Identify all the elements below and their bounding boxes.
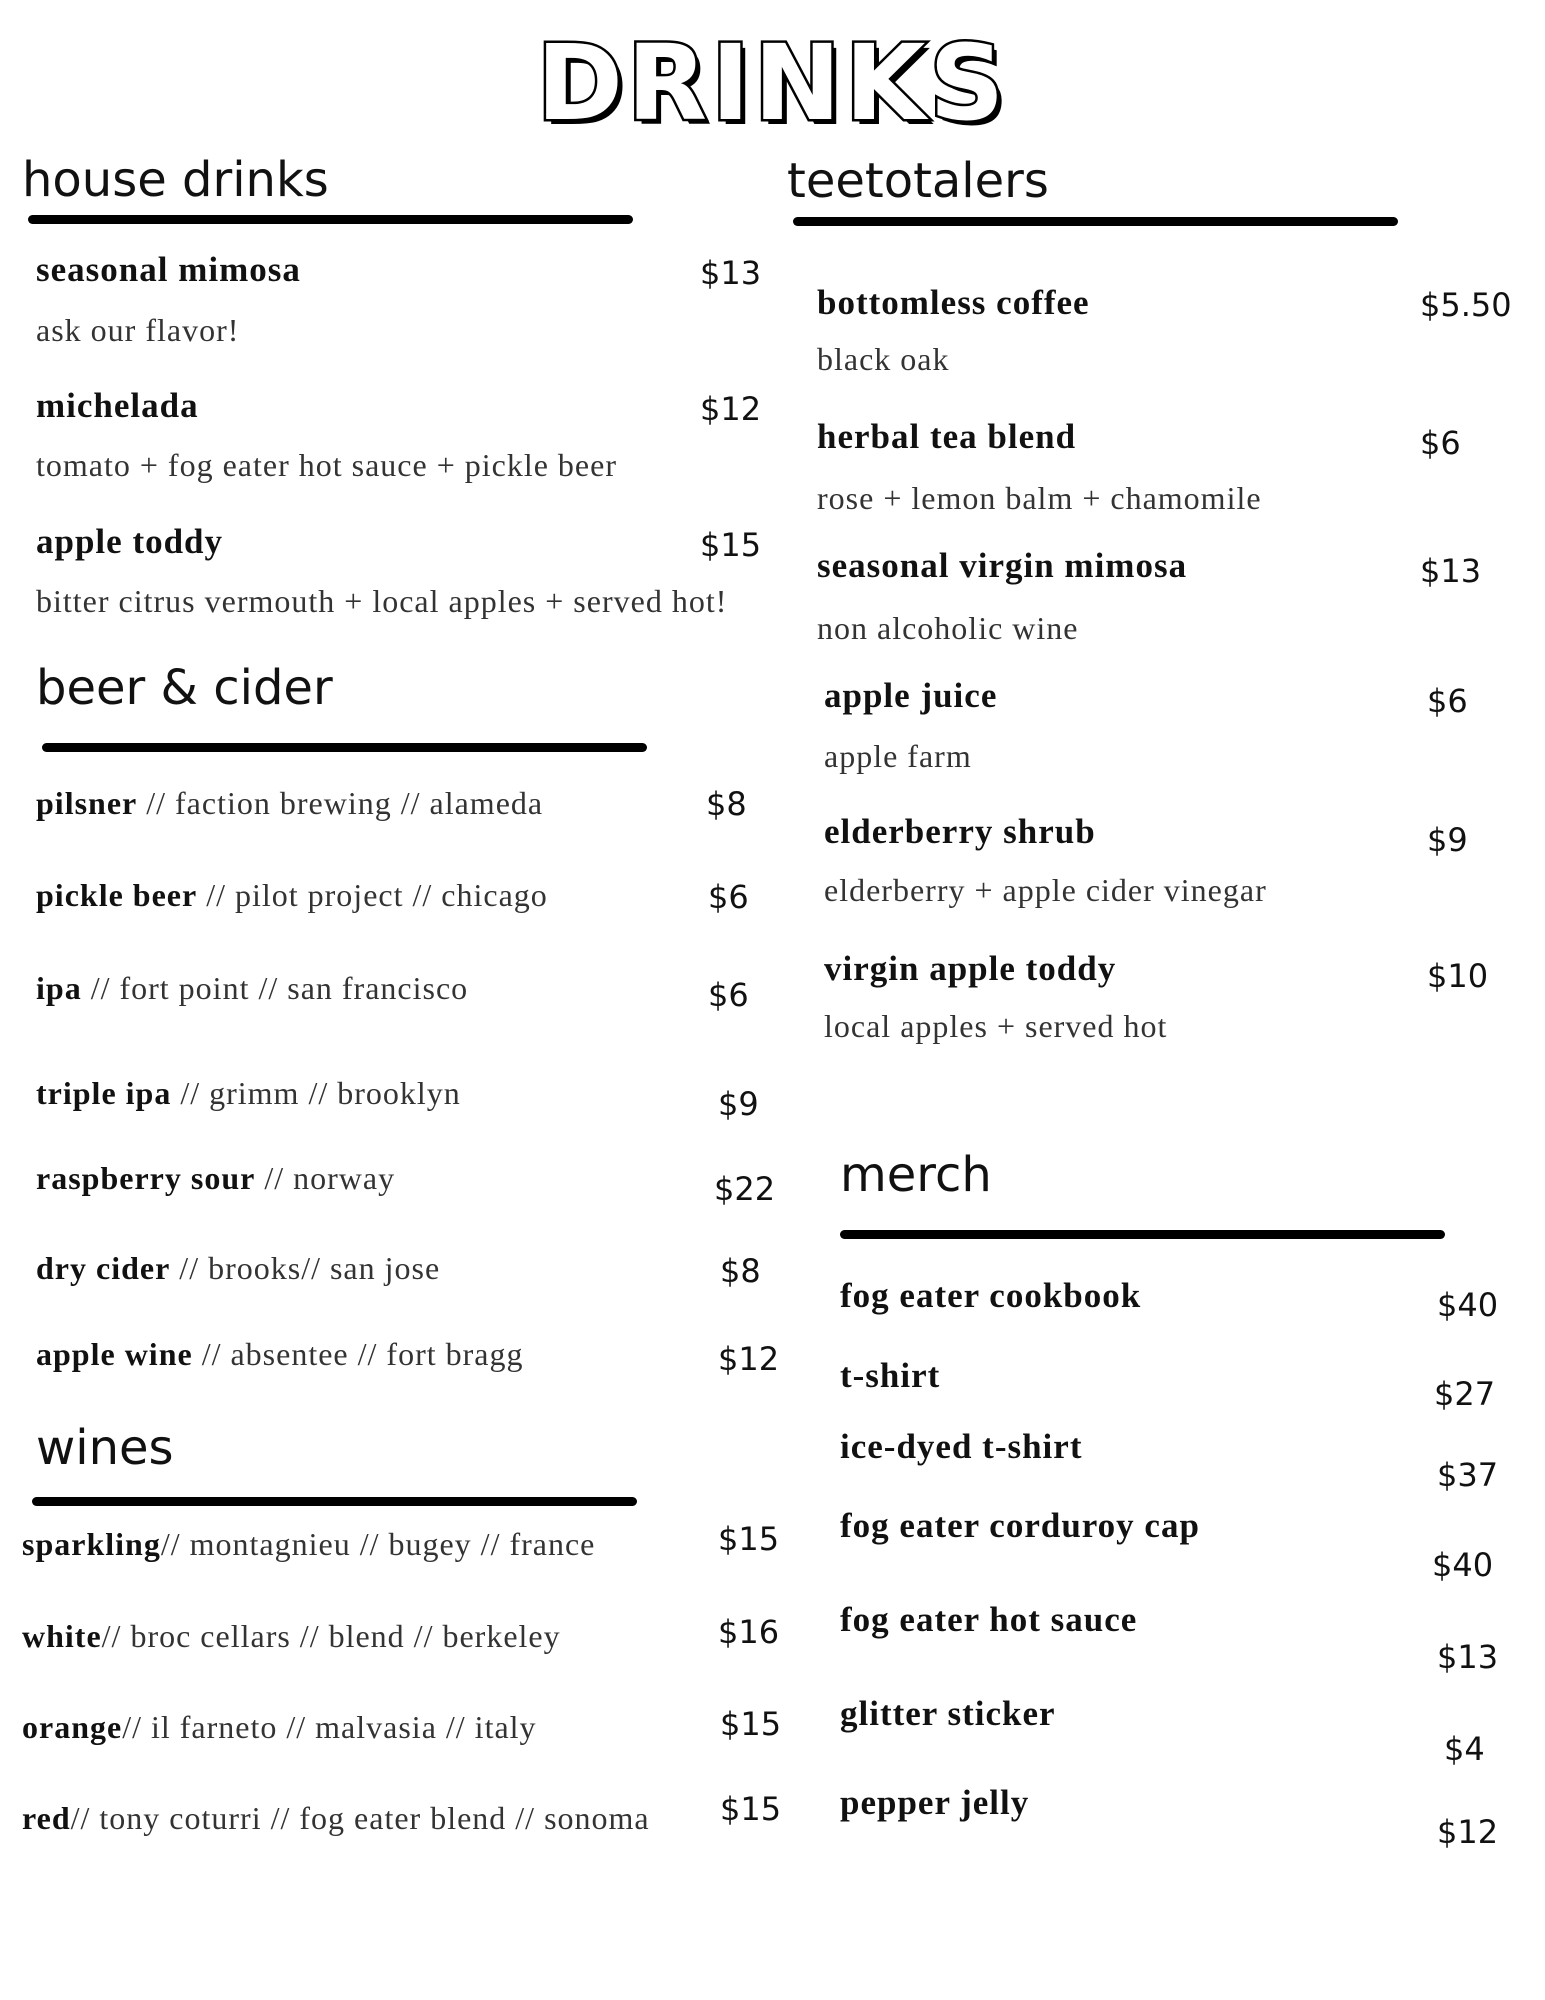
merch-item-name: fog eater cookbook: [840, 1276, 1142, 1315]
wine-item-name: white: [22, 1618, 102, 1654]
beer-item: [36, 1336, 523, 1373]
wine-item-name: orange: [22, 1709, 123, 1745]
house-item-desc: ask our flavor!: [36, 312, 240, 348]
beer-item-price: $12: [718, 1340, 780, 1378]
tee-item-price: $10: [1427, 957, 1489, 995]
tee-item-name: herbal tea blend: [817, 417, 1077, 456]
beer-item: [36, 877, 548, 914]
wine-item: [22, 1800, 650, 1837]
tee-item-price: $5.50: [1420, 286, 1512, 324]
tee-item-name: virgin apple toddy: [824, 949, 1117, 988]
wine-item-detail: // montagnieu // bugey // france: [160, 1526, 596, 1562]
beer-item-name: pickle beer: [36, 877, 198, 913]
beer-cider-rule: [42, 743, 647, 752]
wines-heading: wines: [36, 1420, 174, 1476]
wine-item-detail: // broc cellars // blend // berkeley: [101, 1618, 561, 1654]
tee-item-desc: elderberry + apple cider vinegar: [824, 872, 1267, 908]
tee-item-desc: black oak: [817, 341, 950, 377]
merch-item-price: $27: [1434, 1375, 1496, 1413]
beer-item-detail: // faction brewing // alameda: [137, 785, 544, 821]
house-item-name: seasonal mimosa: [36, 250, 301, 289]
house-drinks-rule: [28, 215, 633, 224]
wines-rule: [32, 1497, 637, 1506]
merch-item-name: ice-dyed t-shirt: [840, 1427, 1083, 1466]
house-drinks-heading: house drinks: [22, 152, 329, 208]
teetotalers-rule: [793, 217, 1398, 226]
beer-item-name: triple ipa: [36, 1075, 172, 1111]
beer-item-detail: // fort point // san francisco: [81, 970, 469, 1006]
beer-item-name: ipa: [36, 970, 82, 1006]
tee-item-name: bottomless coffee: [817, 283, 1090, 322]
house-item-name: michelada: [36, 386, 199, 425]
merch-item-price: $4: [1444, 1730, 1485, 1768]
house-item-desc: bitter citrus vermouth + local apples + served hot!: [36, 583, 728, 619]
beer-item-detail: // brooks// san jose: [170, 1250, 441, 1286]
wine-item-price: $15: [720, 1705, 782, 1743]
beer-item-name: raspberry sour: [36, 1160, 256, 1196]
house-item-price: $12: [700, 390, 762, 428]
wine-item-price: $16: [718, 1613, 780, 1651]
tee-item-price: $6: [1427, 682, 1468, 720]
beer-item-name: pilsner: [36, 785, 138, 821]
tee-item-price: $9: [1427, 821, 1468, 859]
merch-item-price: $13: [1437, 1638, 1499, 1676]
merch-item-name: fog eater hot sauce: [840, 1600, 1138, 1639]
beer-item-price: $8: [706, 785, 747, 823]
tee-item-name: seasonal virgin mimosa: [817, 546, 1188, 585]
wine-item-detail: // tony coturri // fog eater blend // sonoma: [70, 1800, 650, 1836]
merch-item-name: glitter sticker: [840, 1694, 1056, 1733]
beer-item-price: $6: [708, 878, 749, 916]
beer-item: [36, 785, 543, 822]
beer-item-name: dry cider: [36, 1250, 171, 1286]
wine-item-detail: // il farneto // malvasia // italy: [122, 1709, 537, 1745]
beer-item-detail: // pilot project // chicago: [197, 877, 548, 913]
tee-item-price: $13: [1420, 552, 1482, 590]
teetotalers-heading: teetotalers: [787, 153, 1049, 209]
wine-item: [22, 1709, 537, 1746]
house-item-name: apple toddy: [36, 522, 224, 561]
wine-item: [22, 1526, 595, 1563]
wine-item-name: sparkling: [22, 1526, 161, 1562]
tee-item-price: $6: [1420, 424, 1461, 462]
beer-item-price: $22: [714, 1170, 776, 1208]
beer-item-detail: // absentee // fort bragg: [192, 1336, 524, 1372]
merch-rule: [840, 1230, 1445, 1239]
beer-cider-heading: beer & cider: [36, 660, 333, 716]
merch-item-name: pepper jelly: [840, 1783, 1030, 1822]
wine-item-price: $15: [718, 1520, 780, 1558]
merch-item-name: fog eater corduroy cap: [840, 1506, 1200, 1545]
beer-item-name: apple wine: [36, 1336, 193, 1372]
merch-item-name: t-shirt: [840, 1356, 941, 1395]
beer-item: [36, 1160, 395, 1197]
tee-item-desc: rose + lemon balm + chamomile: [817, 480, 1262, 516]
merch-item-price: $37: [1437, 1456, 1499, 1494]
beer-item-price: $6: [708, 976, 749, 1014]
tee-item-name: apple juice: [824, 676, 998, 715]
tee-item-name: elderberry shrub: [824, 812, 1096, 851]
beer-item: [36, 970, 468, 1007]
menu-title: DRINKS: [536, 22, 1009, 144]
wine-item: [22, 1618, 561, 1655]
house-item-desc: tomato + fog eater hot sauce + pickle beer: [36, 447, 617, 483]
tee-item-desc: local apples + served hot: [824, 1008, 1168, 1044]
house-item-price: $15: [700, 526, 762, 564]
tee-item-desc: apple farm: [824, 738, 972, 774]
beer-item: [36, 1250, 440, 1287]
beer-item: [36, 1075, 461, 1112]
beer-item-price: $8: [720, 1252, 761, 1290]
wine-item-name: red: [22, 1800, 71, 1836]
merch-item-price: $40: [1432, 1546, 1494, 1584]
beer-item-detail: // grimm // brooklyn: [171, 1075, 461, 1111]
merch-item-price: $12: [1437, 1813, 1499, 1851]
beer-item-detail: // norway: [255, 1160, 396, 1196]
beer-item-price: $9: [718, 1085, 759, 1123]
tee-item-desc: non alcoholic wine: [817, 610, 1079, 646]
merch-item-price: $40: [1437, 1286, 1499, 1324]
house-item-price: $13: [700, 254, 762, 292]
merch-heading: merch: [840, 1147, 992, 1203]
wine-item-price: $15: [720, 1790, 782, 1828]
